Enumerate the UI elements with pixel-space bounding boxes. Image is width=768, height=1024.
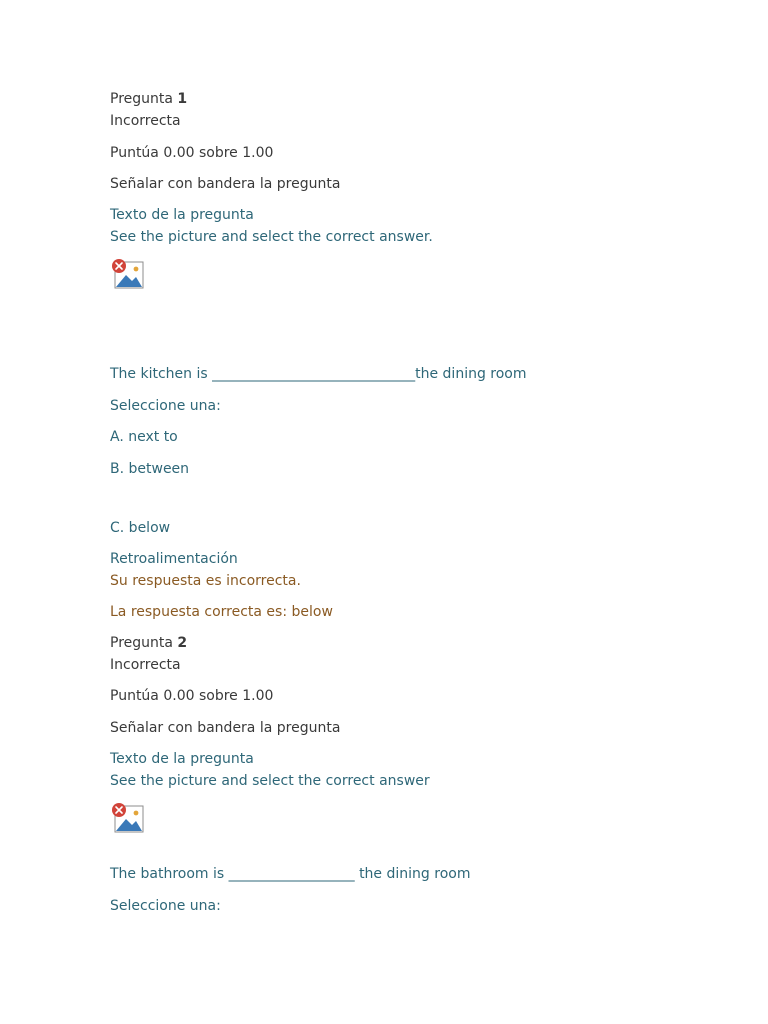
- broken-image-icon: [110, 259, 144, 291]
- question-2-text-label: Texto de la pregunta: [110, 751, 254, 767]
- question-2-number: 2: [177, 635, 188, 651]
- question-2-sentence: The bathroom is __________________ the dining room: [110, 866, 471, 882]
- question-1-header: Pregunta 1: [110, 91, 188, 107]
- question-1-flag-link[interactable]: Señalar con bandera la pregunta: [110, 176, 341, 192]
- correct-answer: La respuesta correcta es: below: [110, 604, 333, 620]
- question-1-instruction: See the picture and select the correct answer.: [110, 229, 433, 245]
- question-1-number: 1: [177, 91, 188, 107]
- feedback-label: Retroalimentación: [110, 551, 238, 567]
- question-2-select-label: Seleccione una:: [110, 898, 221, 914]
- answer-option-b[interactable]: B. between: [110, 461, 190, 477]
- answer-option-a[interactable]: A. next to: [110, 429, 178, 445]
- answer-option-c[interactable]: C. below: [110, 520, 171, 536]
- question-1-select-label: Seleccione una:: [110, 398, 221, 414]
- broken-image-icon: [110, 803, 144, 835]
- question-1-score: Puntúa 0.00 sobre 1.00: [110, 145, 274, 161]
- question-2-score: Puntúa 0.00 sobre 1.00: [110, 688, 274, 704]
- question-2-status: Incorrecta: [110, 657, 181, 673]
- question-1-text-label: Texto de la pregunta: [110, 207, 254, 223]
- question-2-header: Pregunta 2: [110, 635, 188, 651]
- question-1-status: Incorrecta: [110, 113, 181, 129]
- question-2-instruction: See the picture and select the correct answer: [110, 773, 430, 789]
- question-1-sentence: The kitchen is _____________________________the dining room: [110, 366, 527, 382]
- question-2-flag-link[interactable]: Señalar con bandera la pregunta: [110, 720, 341, 736]
- feedback-result: Su respuesta es incorrecta.: [110, 573, 301, 589]
